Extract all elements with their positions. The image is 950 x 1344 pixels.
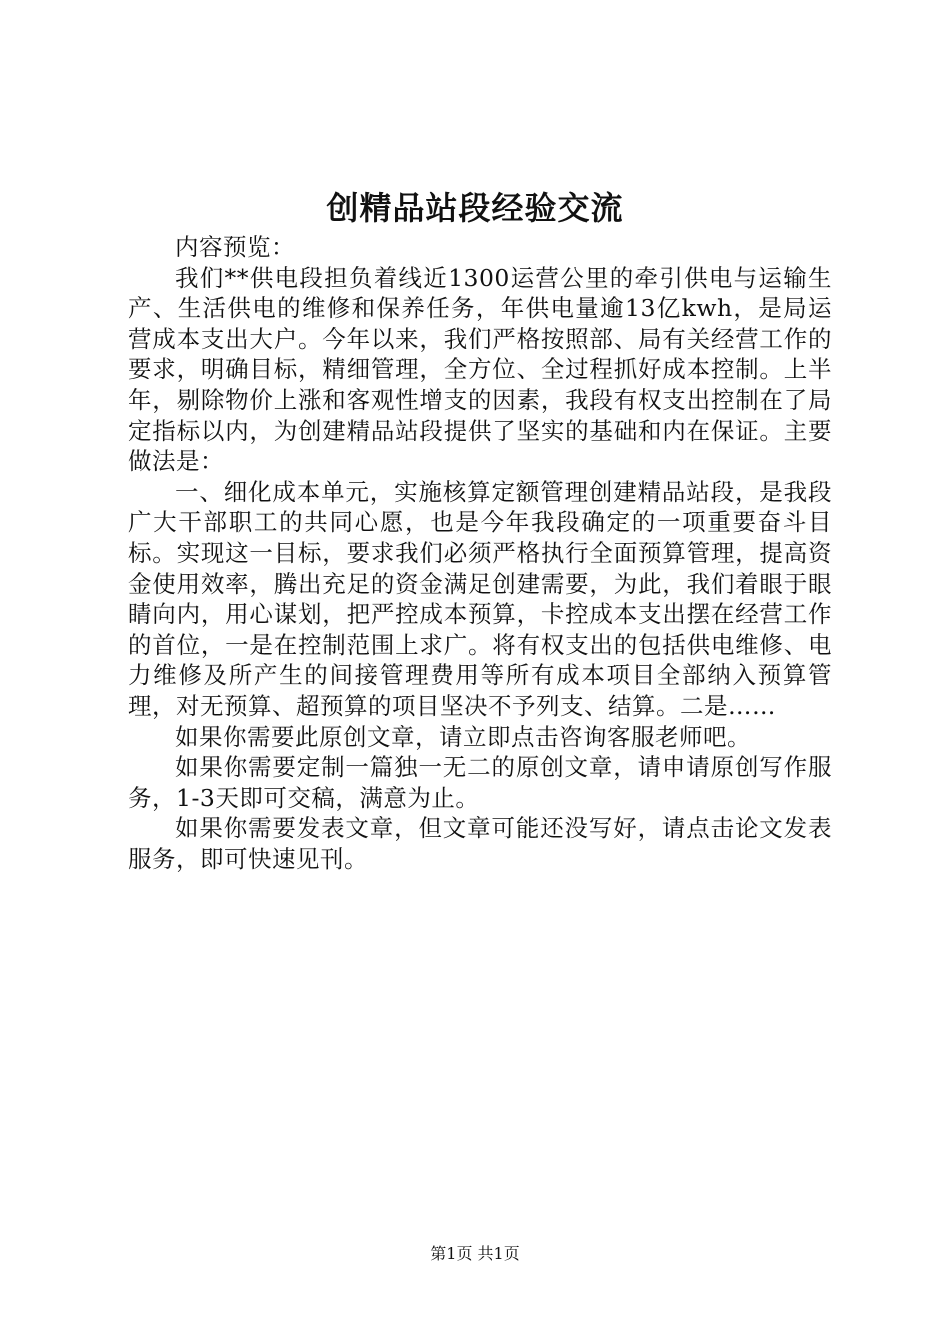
document-body <box>128 232 832 874</box>
intro-paragraph: 我们**供电段担负着线近1300运营公里的牵引供电与运输生产、生活供电的维修和保养任务，年供电量逾13亿kwh，是局运营成本支出大户。今年以来，我们严格按照部、局有关经营工作的要求，明确目标，精细管理，全方位、全过程抓好成本控制。上半年，剔除物价上涨和客观性增支的因素，我段有权支出控制在了局定指标以内，为创建精品站段提供了坚实的基础和内在保证。主要做法是： <box>128 263 832 476</box>
publishing-service-notice: 如果你需要发表文章，但文章可能还没写好，请点击论文发表服务，即可快速见刊。 <box>128 814 832 873</box>
custom-writing-notice: 如果你需要定制一篇独一无二的原创文章，请申请原创写作服务，1-3天即可交稿，满意为止。 <box>128 753 832 812</box>
original-article-notice: 如果你需要此原创文章，请立即点击咨询客服老师吧。 <box>175 722 751 751</box>
document-title: 创精品站段经验交流 <box>326 189 624 227</box>
section-one-paragraph: 一、细化成本单元，实施核算定额管理创建精品站段，是我段广大干部职工的共同心愿，也是今年我段确定的一项重要奋斗目标。实现这一目标，要求我们必须严格执行全面预算管理，提高资金使用效率，腾出充足的资金满足创建需要，为此，我们着眼于眼睛向内，用心谋划，把严控成本预算，卡控成本支出摆在经营工作的首位，一是在控制范围上求广。将有权支出的包括供电维修、电力维修及所产生的间接管理费用等所有成本项目全部纳入预算管理，对无预算、超预算的项目坚决不予列支、结算。二是…… <box>128 477 832 720</box>
page-footer: 第1页 共1页 <box>430 1244 520 1263</box>
preview-label: 内容预览： <box>175 233 295 261</box>
